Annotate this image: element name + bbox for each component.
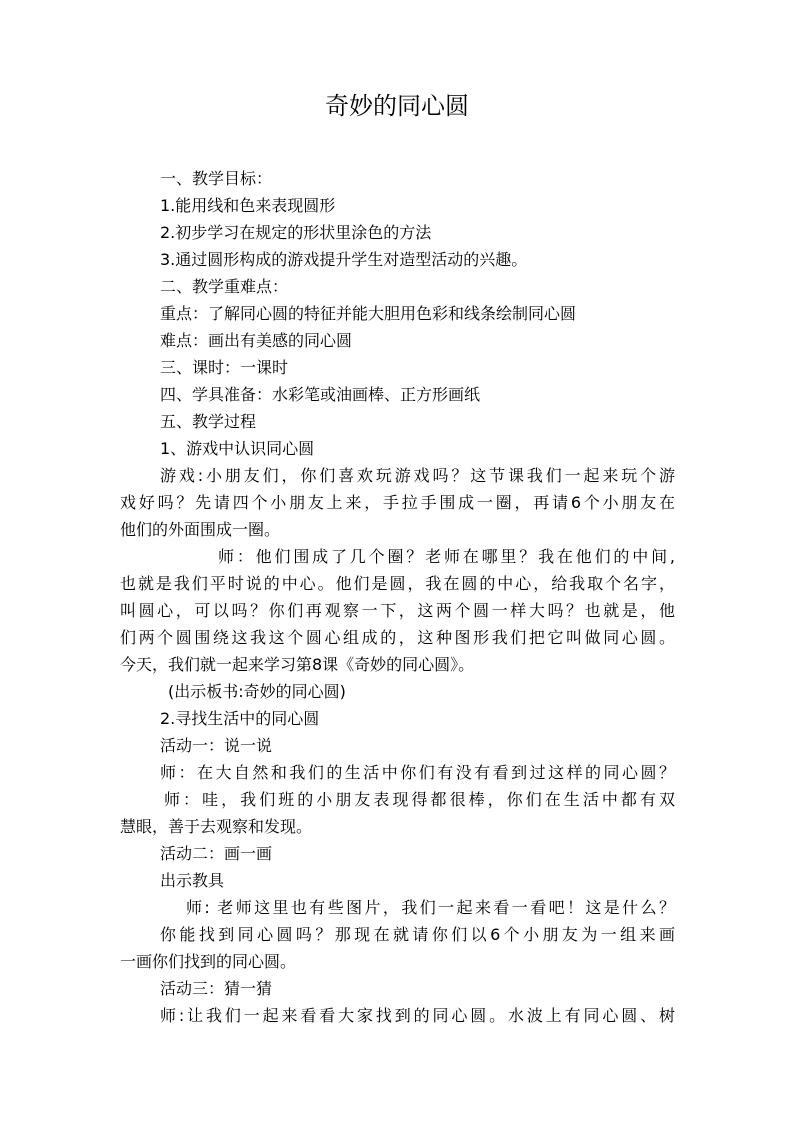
text-line: 难点：画出有美感的同心圆 bbox=[160, 331, 353, 350]
paragraph-line: 游戏:小朋友们，你们喜欢玩游戏吗？这节课我们一起来玩个游 bbox=[160, 466, 675, 485]
paragraph-line: 师:让我们一起来看看大家找到的同心圆。水波上有同心圆、树 bbox=[160, 1006, 675, 1025]
text-line: 重点：了解同心圆的特征并能大胆用色彩和线条绘制同心圆 bbox=[160, 304, 577, 323]
paragraph-line: 也就是我们平时说的中心。他们是圆，我在圆的中心，给我取个名字， bbox=[120, 574, 675, 593]
paragraph-line: 们两个圆围绕这我这个圆心组成的，这种图形我们把它叫做同心圆。 bbox=[120, 628, 675, 647]
paragraph-line: 一画你们找到的同心圆。 bbox=[120, 952, 297, 971]
paragraph-line: 师: 老师这里也有些图片，我们一起来看一看吧！这是什么？ bbox=[186, 898, 675, 917]
activity-heading: 活动二：画一画 bbox=[160, 844, 273, 863]
section-heading: 五、教学过程 bbox=[160, 412, 257, 431]
paragraph-line: 戏好吗？先请四个小朋友上来，手拉手围成一圈，再请6个小朋友在 bbox=[120, 493, 675, 512]
section-heading: 二、教学重难点： bbox=[160, 277, 289, 296]
text-line: 1.能用线和色来表现圆形 bbox=[160, 196, 336, 215]
subsection-heading: 1、游戏中认识同心圆 bbox=[160, 439, 315, 458]
paragraph-line: 慧眼，善于去观察和发现。 bbox=[120, 817, 313, 836]
paragraph-line: 今天，我们就一起来学习第8课《奇妙的同心圆》。 bbox=[120, 655, 475, 674]
text-line: 2.初步学习在规定的形状里涂色的方法 bbox=[160, 223, 432, 242]
text-line: 出示教具 bbox=[160, 871, 225, 890]
text-line: 3.通过圆形构成的游戏提升学生对造型活动的兴趣。 bbox=[160, 250, 528, 269]
paragraph-line: 你能找到同心圆吗？那现在就请你们以6个小朋友为一组来画 bbox=[160, 925, 675, 944]
document-title: 奇妙的同心圆 bbox=[325, 92, 469, 120]
section-heading: 四、学具准备：水彩笔或油画棒、正方形画纸 bbox=[160, 385, 481, 404]
activity-heading: 活动一：说一说 bbox=[160, 736, 273, 755]
section-heading: 一、教学目标： bbox=[160, 169, 273, 188]
paragraph-line: 师：哇，我们班的小朋友表现得都很棒，你们在生活中都有双 bbox=[164, 790, 675, 809]
paragraph-line: 师：在大自然和我们的生活中你们有没有看到过这样的同心圆？ bbox=[160, 763, 675, 782]
section-heading: 三、课时：一课时 bbox=[160, 358, 289, 377]
paragraph-line: 师：他们围成了几个圈？老师在哪里？我在他们的中间, bbox=[218, 547, 675, 566]
paragraph-line: 他们的外面围成一圈。 bbox=[120, 520, 281, 539]
subsection-heading: 2.寻找生活中的同心圆 bbox=[160, 709, 320, 728]
activity-heading: 活动三：猜一猜 bbox=[160, 979, 273, 998]
paragraph-line: 叫圆心，可以吗？你们再观察一下，这两个圆一样大吗？也就是，他 bbox=[120, 601, 675, 620]
board-note: (出示板书:奇妙的同心圆) bbox=[168, 682, 346, 701]
